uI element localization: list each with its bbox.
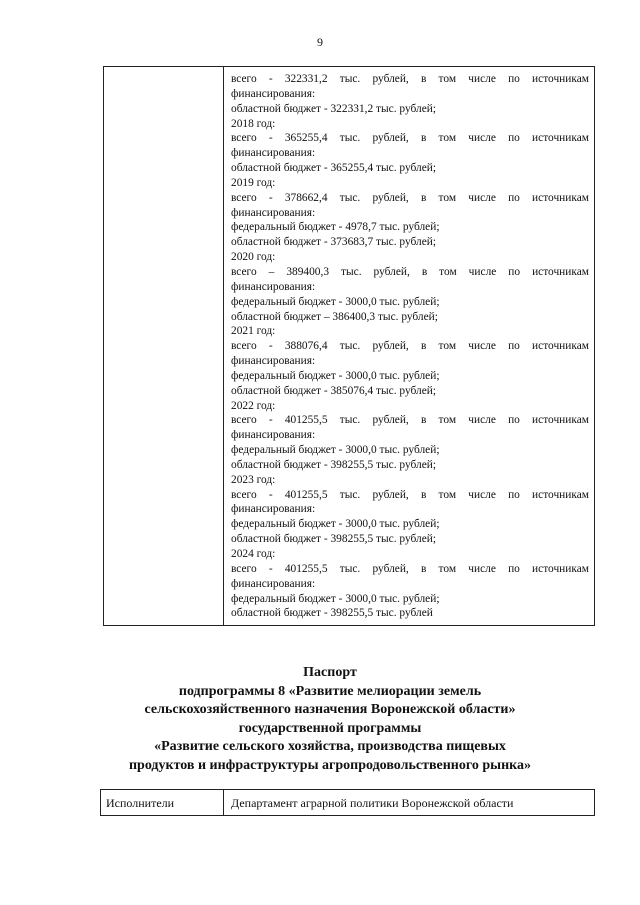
funding-line: 2019 год: [231,176,276,189]
page-number: 9 [317,35,323,49]
funding-line: 2022 год: [231,399,276,412]
funding-line: всего – 389400,3 тыс. рублей, в том числе по источникам [231,265,589,278]
passport-title-line: сельскохозяйственного назначения Воронежской области» [144,702,516,718]
funding-volume-cell [231,72,589,621]
funding-line: всего - 401255,5 тыс. рублей, в том числе по источникам [231,488,589,501]
funding-line: областной бюджет - 322331,2 тыс. рублей; [231,102,437,115]
funding-line: 2018 год: [231,117,276,130]
funding-line: областной бюджет – 386400,3 тыс. рублей; [231,310,438,323]
executors-value: Департамент аграрной политики Воронежской области [231,796,514,810]
funding-line: всего - 322331,2 тыс. рублей, в том числе по источникам [231,73,589,85]
funding-line: областной бюджет - 398255,5 тыс. рублей; [231,458,437,471]
executors-table [100,789,595,816]
funding-line: финансирования: [231,355,316,368]
funding-line: финансирования: [231,147,316,160]
funding-line: федеральный бюджет - 3000,0 тыс. рублей; [231,518,440,531]
funding-line: федеральный бюджет - 3000,0 тыс. рублей; [231,444,440,457]
funding-line: областной бюджет - 398255,5 тыс. рублей [231,607,433,620]
funding-line: финансирования: [231,429,316,442]
funding-line: федеральный бюджет - 3000,0 тыс. рублей; [231,295,440,308]
funding-line: финансирования: [231,280,316,293]
funding-line: федеральный бюджет - 3000,0 тыс. рублей; [231,592,440,605]
passport-heading: Паспорт [303,665,357,680]
funding-line: областной бюджет - 398255,5 тыс. рублей; [231,533,437,546]
funding-line: 2023 год: [231,473,276,486]
passport-title-line: продуктов и инфраструктуры агропродовольственного рынка» [128,757,532,773]
funding-line: областной бюджет - 373683,7 тыс. рублей; [231,236,437,249]
funding-line: финансирования: [231,87,316,100]
funding-line: финансирования: [231,503,316,516]
funding-line: всего - 388076,4 тыс. рублей, в том числе по источникам [231,340,589,353]
funding-table [103,66,595,626]
funding-line: федеральный бюджет - 3000,0 тыс. рублей; [231,369,440,382]
funding-line: всего - 401255,5 тыс. рублей, в том числе по источникам [231,414,589,427]
subprogram-passport-title [100,664,560,776]
funding-line: 2021 год: [231,325,276,338]
passport-title-line: «Развитие сельского хозяйства, производства пищевых [154,739,506,755]
passport-title-line: государственной программы [238,720,422,736]
table-column-divider [223,790,224,815]
funding-line: всего - 378662,4 тыс. рублей, в том числе по источникам [231,191,589,204]
funding-line: 2024 год: [231,548,276,560]
funding-line: областной бюджет - 365255,4 тыс. рублей; [231,162,437,175]
funding-line: финансирования: [231,577,316,590]
passport-title-line: подпрограммы 8 «Развитие мелиорации земель [178,683,482,699]
executors-label: Исполнители [106,796,175,810]
funding-line: 2020 год: [231,251,276,264]
funding-line: федеральный бюджет - 4978,7 тыс. рублей; [231,221,440,234]
funding-line: областной бюджет - 385076,4 тыс. рублей; [231,384,437,397]
table-column-divider [223,67,224,625]
funding-line: финансирования: [231,206,316,219]
funding-line: всего - 401255,5 тыс. рублей, в том числе по источникам [231,562,589,575]
funding-line: всего - 365255,4 тыс. рублей, в том числе по источникам [231,132,589,145]
